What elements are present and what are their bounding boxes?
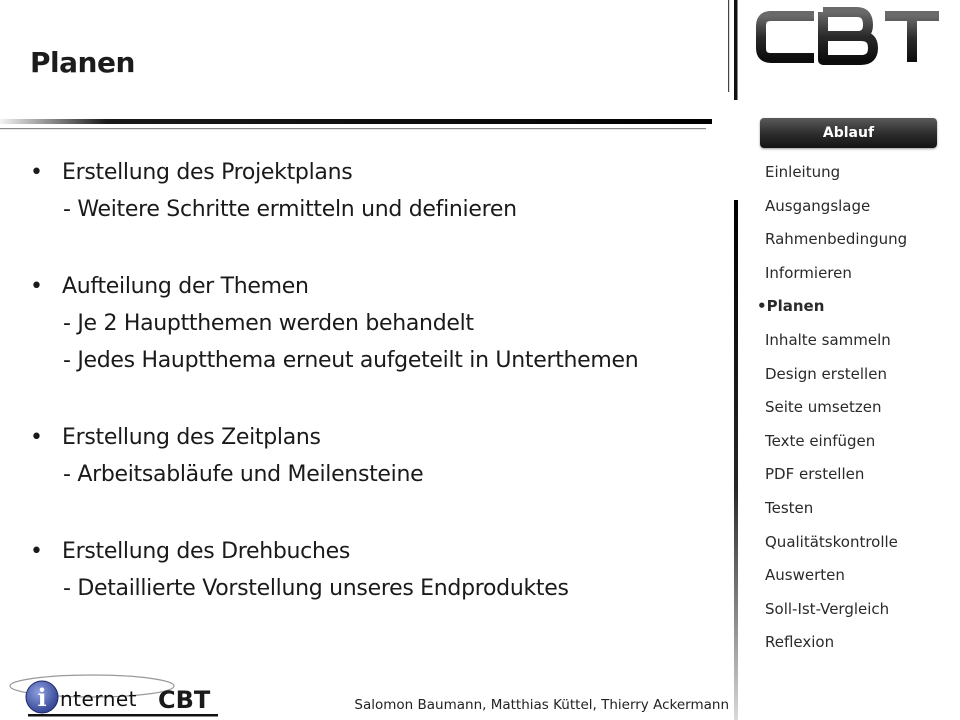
cbt-logo-text: CBT xyxy=(755,2,757,3)
footer-authors: Salomon Baumann, Matthias Küttel, Thierry Ackermann xyxy=(354,697,729,713)
bullet-marker: • xyxy=(30,274,43,299)
agenda-item: Ausgangslage xyxy=(765,196,871,215)
footer-logo-text: internet CBT xyxy=(8,672,15,673)
agenda-item: Einleitung xyxy=(765,163,841,181)
bullet-text: Aufteilung der Themen xyxy=(62,274,309,299)
slide-content xyxy=(30,154,730,647)
agenda-item: Qualitätskontrolle xyxy=(765,532,898,551)
bullet-marker: • xyxy=(30,160,43,185)
bullet-marker: • xyxy=(30,425,43,450)
bullet-text: Erstellung des Projektplans xyxy=(62,160,353,185)
sub-point: - Arbeitsabläufe und Meilensteine xyxy=(63,462,424,487)
agenda-item: Testen xyxy=(765,498,814,517)
topic-item xyxy=(30,533,730,607)
sub-point: - Weitere Schritte ermitteln und definieren xyxy=(63,197,517,222)
agenda-item: Inhalte sammeln xyxy=(765,330,891,349)
svg-text:nternet: nternet xyxy=(60,687,138,711)
svg-text:i: i xyxy=(37,683,47,712)
sub-point: - Je 2 Hauptthemen werden behandelt xyxy=(63,311,474,336)
agenda-item: Auswerten xyxy=(765,566,845,585)
footer-logo xyxy=(8,672,230,718)
title-divider xyxy=(0,117,720,135)
svg-text:CBT: CBT xyxy=(158,686,211,714)
agenda-item: Design erstellen xyxy=(765,364,887,383)
agenda-item: Informieren xyxy=(765,263,852,282)
agenda-item: Soll-Ist-Vergleich xyxy=(765,599,890,618)
agenda-item: Texte einfügen xyxy=(765,431,876,450)
topic-item xyxy=(30,268,730,379)
bullet-point xyxy=(30,419,730,456)
bullet-point xyxy=(30,154,730,191)
bullet-text: Erstellung des Drehbuches xyxy=(62,539,351,564)
agenda-item-current: •Planen xyxy=(757,297,825,316)
agenda-item: Reflexion xyxy=(765,633,835,652)
sub-point: - Jedes Hauptthema erneut aufgeteilt in Unterthemen xyxy=(63,348,639,373)
bullet-point xyxy=(30,268,730,305)
topic-item xyxy=(30,154,730,228)
sidebar-header: Ablauf xyxy=(760,118,937,148)
agenda-item: PDF erstellen xyxy=(765,465,865,484)
agenda-item: Rahmenbedingung xyxy=(765,230,908,249)
agenda-list xyxy=(757,156,957,660)
bullet-point xyxy=(30,533,730,570)
bullet-text: Erstellung des Zeitplans xyxy=(62,425,321,450)
sub-point: - Detaillierte Vorstellung unseres Endproduktes xyxy=(63,576,569,601)
cbt-logo xyxy=(755,2,945,68)
topic-item xyxy=(30,419,730,493)
agenda-item: Seite umsetzen xyxy=(765,398,882,417)
slide-title: Planen xyxy=(30,46,135,79)
bullet-marker: • xyxy=(30,539,43,564)
